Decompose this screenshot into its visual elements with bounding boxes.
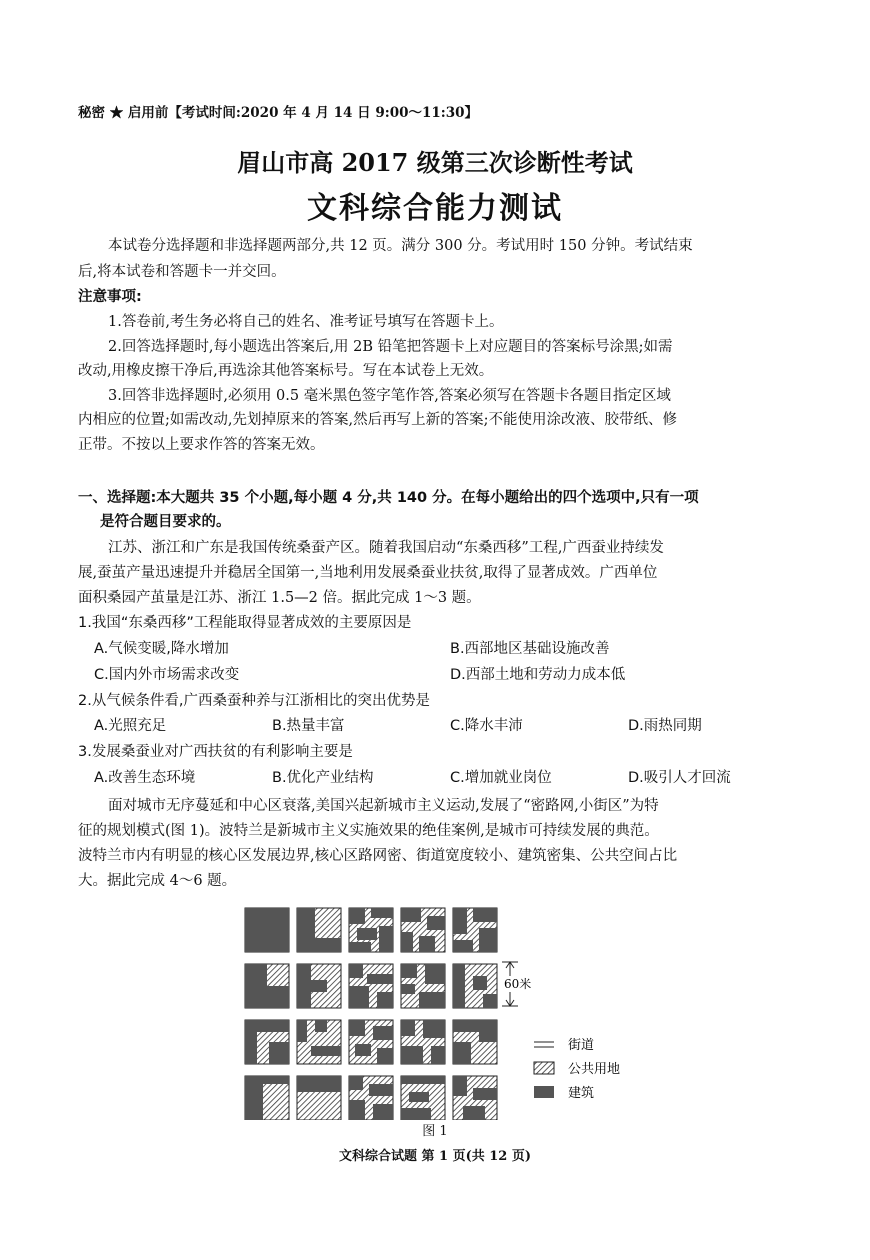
legend-building: 建筑 [568, 1086, 595, 1101]
street-grid-figure [240, 900, 640, 1120]
building [245, 1020, 257, 1064]
notice-item: 正带。不按以上要求作答的答案无效。 [78, 437, 325, 453]
building [401, 1076, 445, 1084]
building [473, 1088, 497, 1100]
exam-subtitle: 文科综合能力测试 [307, 191, 563, 226]
building [263, 1076, 289, 1084]
building [369, 1084, 393, 1096]
building [463, 1106, 485, 1120]
building [349, 986, 369, 1008]
building [479, 1020, 497, 1042]
passage-line: 大。据此完成 4～6 题。 [78, 873, 237, 889]
building [419, 992, 445, 1008]
building [377, 992, 393, 1008]
building [315, 938, 341, 952]
q2-option-a: A.光照充足 [94, 718, 167, 734]
building [297, 964, 311, 1008]
building [479, 928, 497, 952]
building [427, 916, 445, 930]
passage-line: 面积桑园产茧量是江苏、浙江 1.5—2 倍。据此完成 1～3 题。 [78, 590, 481, 606]
secret-line: 秘密 ★ 启用前【考试时间:2020 年 4 月 14 日 9:00～11:30】 [78, 105, 479, 121]
building [245, 1076, 263, 1120]
building [419, 936, 435, 952]
building [297, 1076, 341, 1092]
building [453, 1020, 479, 1032]
building [311, 1046, 341, 1056]
building [401, 1108, 431, 1120]
legend-street: 街道 [568, 1038, 595, 1053]
passage-line: 波特兰市内有明显的核心区发展边界,核心区路网密、街道宽度较小、建筑密集、公共空间占比 [78, 848, 678, 864]
q2-option-b: B.热量丰富 [272, 718, 345, 734]
notice-title: 注意事项: [78, 289, 142, 305]
building [355, 1044, 371, 1056]
building [425, 964, 445, 984]
building [401, 1046, 423, 1064]
notice-item: 1.答卷前,考生务必将自己的姓名、准考证号填写在答题卡上。 [108, 314, 504, 330]
building [269, 1042, 289, 1064]
notice-item: 内相应的位置;如需改动,先划掉原来的答案,然后再写上新的答案;不能使用涂改液、胶带纸、修 [78, 412, 677, 428]
building [431, 1046, 445, 1064]
building [401, 932, 413, 952]
building [297, 908, 315, 952]
question-3: 3.发展桑蚕业对广西扶贫的有利影响主要是 [78, 744, 353, 760]
building [409, 1092, 429, 1102]
building [373, 1104, 393, 1120]
passage-line: 展,蚕茧产量迅速提升并稳居全国第一,当地利用发展桑蚕业扶贫,取得了显著成效。广西单位 [78, 565, 658, 581]
q1-option-d: D.西部土地和劳动力成本低 [450, 667, 626, 683]
building [349, 1020, 365, 1036]
building [401, 984, 415, 994]
building [315, 1020, 327, 1032]
dimension-label: 60米 [504, 977, 532, 991]
building [373, 1026, 393, 1040]
question-1: 1.我国“东桑西移”工程能取得显著成效的主要原因是 [78, 615, 412, 631]
building [245, 908, 289, 952]
building [423, 1020, 445, 1038]
building [379, 926, 393, 952]
intro-line: 本试卷分选择题和非选择题两部分,共 12 页。满分 300 分。考试用时 150 分钟。考试结束 [108, 238, 693, 254]
q3-option-c: C.增加就业岗位 [450, 770, 552, 786]
building [371, 908, 393, 918]
building [377, 1048, 393, 1064]
building [367, 974, 393, 984]
building [453, 1076, 467, 1096]
legend-public: 公共用地 [568, 1062, 621, 1077]
passage-line: 征的规划模式(图 1)。波特兰是新城市主义实施效果的绝佳案例,是城市可持续发展的典范。 [78, 823, 659, 839]
building [349, 942, 371, 952]
building [473, 908, 497, 922]
building [349, 964, 363, 978]
building [257, 1020, 289, 1032]
building [357, 928, 377, 940]
building [401, 964, 417, 978]
building [401, 1020, 415, 1036]
figure-caption: 图 1 [422, 1124, 448, 1139]
passage-line: 面对城市无序蔓延和中心区衰落,美国兴起新城市主义运动,发展了“密路网,小街区”为特 [108, 798, 659, 814]
q2-option-d: D.雨热同期 [628, 718, 702, 734]
building [453, 908, 467, 934]
building [245, 964, 267, 986]
question-2: 2.从气候条件看,广西桑蚕种养与江浙相比的突出优势是 [78, 693, 430, 709]
building [473, 976, 487, 990]
section-title: 一、选择题:本大题共 35 个小题,每小题 4 分,共 140 分。在每小题给出的四个选项中,只有一项 [78, 490, 699, 506]
q1-option-c: C.国内外市场需求改变 [94, 667, 240, 683]
notice-item: 3.回答非选择题时,必须用 0.5 毫米黑色签字笔作答,答案必须写在答题卡各题目指定区域 [108, 388, 671, 404]
q1-option-b: B.西部地区基础设施改善 [450, 641, 610, 657]
building [401, 908, 421, 922]
building [349, 908, 365, 924]
q3-option-a: A.改善生态环境 [94, 770, 196, 786]
q2-option-c: C.降水丰沛 [450, 718, 523, 734]
section-title: 是符合题目要求的。 [100, 514, 231, 530]
q3-option-d: D.吸引人才回流 [628, 770, 731, 786]
building [483, 994, 497, 1008]
q3-option-b: B.优化产业结构 [272, 770, 374, 786]
notice-item: 2.回答选择题时,每小题选出答案后,用 2B 铅笔把答题卡上对应题目的答案标号涂黑;如需 [108, 339, 673, 355]
building [349, 1076, 363, 1090]
building [311, 980, 327, 992]
building [453, 964, 465, 1008]
building [453, 940, 473, 952]
building [453, 1042, 471, 1064]
intro-line: 后,将本试卷和答题卡一并交回。 [78, 264, 286, 280]
page-footer: 文科综合试题 第 1 页(共 12 页) [338, 1149, 532, 1164]
building [297, 1020, 307, 1042]
building [349, 1100, 365, 1120]
notice-item: 改动,用橡皮擦干净后,再选涂其他答案标号。写在本试卷上无效。 [78, 363, 494, 379]
exam-title: 眉山市高 2017 级第三次诊断性考试 [237, 148, 633, 177]
q1-option-a: A.气候变暖,降水增加 [94, 641, 229, 657]
passage-line: 江苏、浙江和广东是我国传统桑蚕产区。随着我国启动“东桑西移”工程,广西蚕业持续发 [108, 540, 664, 556]
building [245, 986, 289, 1008]
